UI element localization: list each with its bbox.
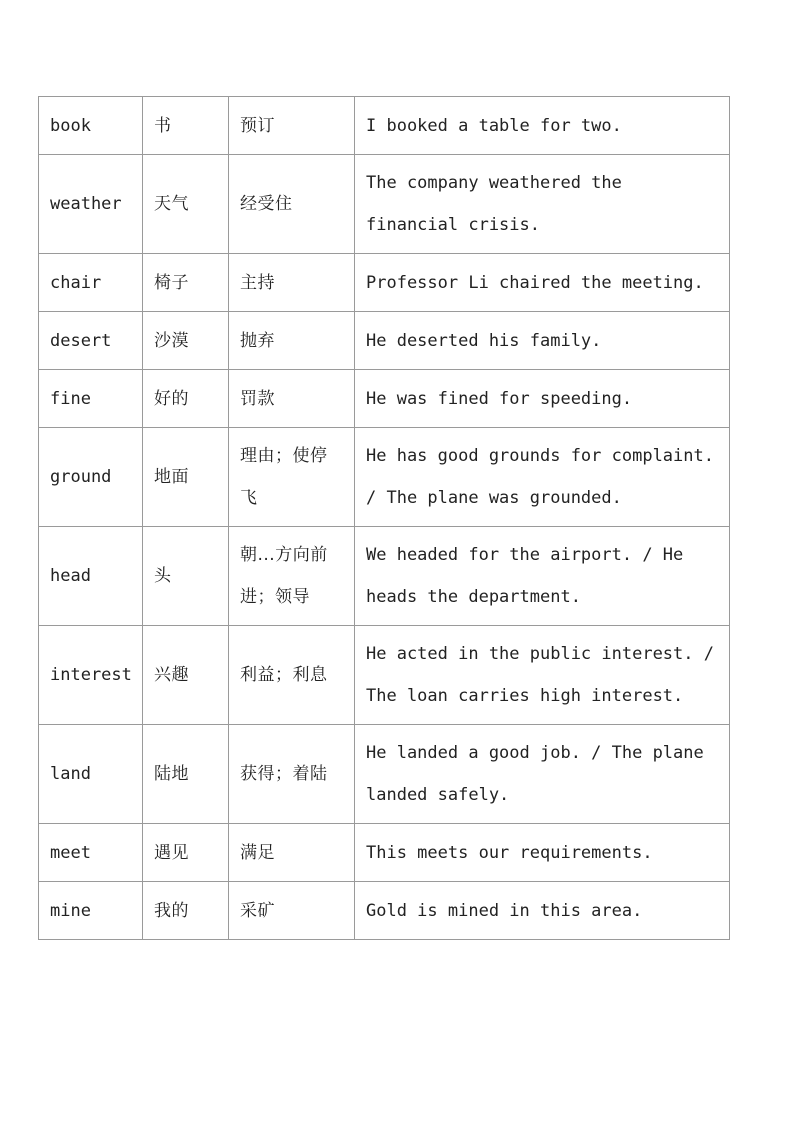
extended-meaning-cell: 理由；使停飞 [229, 428, 355, 527]
extended-meaning-cell: 利益；利息 [229, 626, 355, 725]
example-sentence-cell: He deserted his family. [355, 312, 730, 370]
basic-meaning-cell: 天气 [143, 155, 229, 254]
example-sentence-cell: He acted in the public interest. / The loan carries high interest. [355, 626, 730, 725]
table-row [39, 824, 730, 882]
extended-meaning-cell: 主持 [229, 254, 355, 312]
extended-meaning-cell: 抛弃 [229, 312, 355, 370]
example-sentence-cell: He has good grounds for complaint. / The plane was grounded. [355, 428, 730, 527]
vocabulary-table [38, 96, 730, 940]
word-cell: desert [39, 312, 143, 370]
basic-meaning-cell: 头 [143, 527, 229, 626]
vocabulary-table-body [39, 97, 730, 940]
extended-meaning-cell: 获得；着陆 [229, 725, 355, 824]
example-sentence-cell: I booked a table for two. [355, 97, 730, 155]
basic-meaning-cell: 椅子 [143, 254, 229, 312]
word-cell: meet [39, 824, 143, 882]
word-cell: weather [39, 155, 143, 254]
example-sentence-cell: Professor Li chaired the meeting. [355, 254, 730, 312]
word-cell: book [39, 97, 143, 155]
table-row [39, 312, 730, 370]
word-cell: head [39, 527, 143, 626]
extended-meaning-cell: 满足 [229, 824, 355, 882]
basic-meaning-cell: 陆地 [143, 725, 229, 824]
basic-meaning-cell: 好的 [143, 370, 229, 428]
table-row [39, 527, 730, 626]
table-row [39, 428, 730, 527]
word-cell: interest [39, 626, 143, 725]
example-sentence-cell: He landed a good job. / The plane landed safely. [355, 725, 730, 824]
word-cell: fine [39, 370, 143, 428]
basic-meaning-cell: 遇见 [143, 824, 229, 882]
word-cell: land [39, 725, 143, 824]
table-row [39, 97, 730, 155]
example-sentence-cell: This meets our requirements. [355, 824, 730, 882]
extended-meaning-cell: 预订 [229, 97, 355, 155]
table-row [39, 254, 730, 312]
word-cell: chair [39, 254, 143, 312]
table-row [39, 882, 730, 940]
basic-meaning-cell: 书 [143, 97, 229, 155]
extended-meaning-cell: 罚款 [229, 370, 355, 428]
basic-meaning-cell: 兴趣 [143, 626, 229, 725]
table-row [39, 626, 730, 725]
extended-meaning-cell: 经受住 [229, 155, 355, 254]
basic-meaning-cell: 地面 [143, 428, 229, 527]
table-row [39, 155, 730, 254]
table-row [39, 370, 730, 428]
basic-meaning-cell: 我的 [143, 882, 229, 940]
extended-meaning-cell: 朝...方向前进；领导 [229, 527, 355, 626]
table-row [39, 725, 730, 824]
example-sentence-cell: The company weathered the financial crisis. [355, 155, 730, 254]
example-sentence-cell: He was fined for speeding. [355, 370, 730, 428]
word-cell: mine [39, 882, 143, 940]
word-cell: ground [39, 428, 143, 527]
extended-meaning-cell: 采矿 [229, 882, 355, 940]
example-sentence-cell: Gold is mined in this area. [355, 882, 730, 940]
basic-meaning-cell: 沙漠 [143, 312, 229, 370]
example-sentence-cell: We headed for the airport. / He heads the department. [355, 527, 730, 626]
